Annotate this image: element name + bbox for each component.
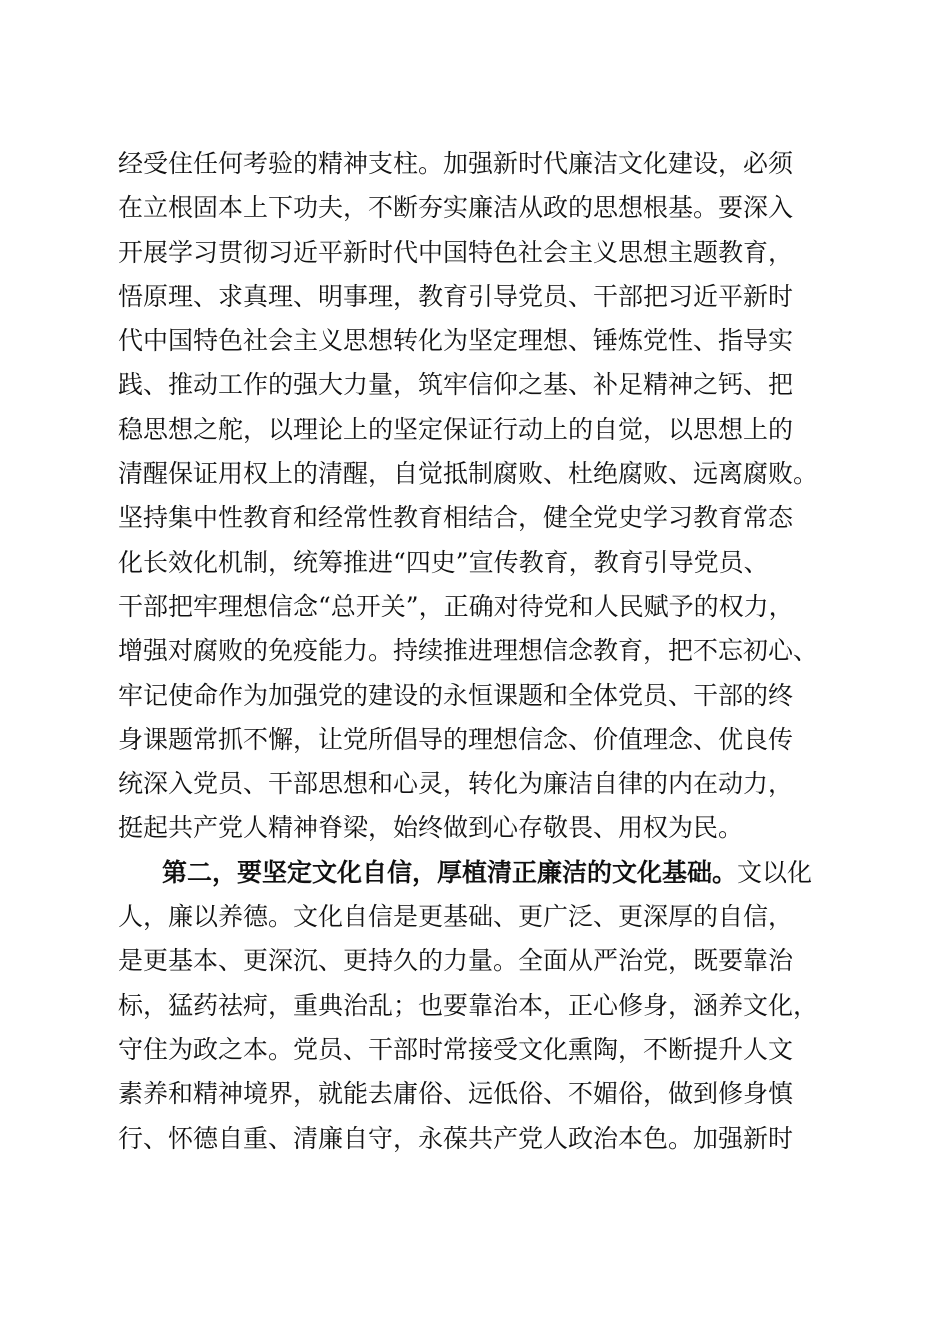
paragraph-1 xyxy=(118,142,858,851)
text-line: 行、怀德自重、清廉自守，永葆共产党人政治本色。加强新时 xyxy=(118,1123,794,1153)
text-line: 清醒保证用权上的清醒，自觉抵制腐败、杜绝腐败、远离腐败。 xyxy=(118,459,819,489)
text-line: 守住为政之本。党员、干部时常接受文化熏陶，不断提升人文 xyxy=(118,1034,794,1064)
text-line: 挺起共产党人精神脊梁，始终做到心存敬畏、用权为民。 xyxy=(118,813,744,843)
text-line: 化长效化机制，统筹推进“四史”宣传教育，教育引导党员、 xyxy=(118,547,769,577)
text-line: 人，廉以养德。文化自信是更基础、更广泛、更深厚的自信， xyxy=(118,902,794,932)
text-line: 统深入党员、干部思想和心灵，转化为廉洁自律的内在动力， xyxy=(118,769,794,799)
text-line: 标，猛药祛疴，重典治乱；也要靠治本，正心修身，涵养文化， xyxy=(118,990,819,1020)
text-span: 文以化 xyxy=(737,857,813,887)
text-line: 素养和精神境界，就能去庸俗、远低俗、不媚俗，做到修身慎 xyxy=(118,1079,794,1109)
text-line: 干部把牢理想信念“总开关”，正确对待党和人民赋予的权力， xyxy=(118,591,794,621)
text-line: 悟原理、求真理、明事理，教育引导党员、干部把习近平新时 xyxy=(118,281,794,311)
text-line: 践、推动工作的强大力量，筑牢信仰之基、补足精神之钙、把 xyxy=(118,370,794,400)
text-line: 增强对腐败的免疫能力。持续推进理想信念教育，把不忘初心、 xyxy=(118,636,819,666)
text-line: 坚持集中性教育和经常性教育相结合，健全党史学习教育常态 xyxy=(118,503,794,533)
text-line: 是更基本、更深沉、更持久的力量。全面从严治党，既要靠治 xyxy=(118,946,794,976)
text-line: 身课题常抓不懈，让党所倡导的理想信念、价值理念、优良传 xyxy=(118,724,794,754)
text-line: 稳思想之舵，以理论上的坚定保证行动上的自觉，以思想上的 xyxy=(118,414,794,444)
paragraph-2 xyxy=(118,851,858,1161)
text-line: 在立根固本上下功夫，不断夯实廉洁从政的思想根基。要深入 xyxy=(118,193,794,223)
section-heading: 第二，要坚定文化自信，厚植清正廉洁的文化基础。 xyxy=(162,857,738,887)
text-line: 代中国特色社会主义思想转化为坚定理想、锤炼党性、指导实 xyxy=(118,326,794,356)
paragraph-2-first-line xyxy=(118,851,858,895)
text-line: 开展学习贯彻习近平新时代中国特色社会主义思想主题教育， xyxy=(118,237,794,267)
text-line: 牢记使命作为加强党的建设的永恒课题和全体党员、干部的终 xyxy=(118,680,794,710)
body-text xyxy=(118,142,858,1161)
text-line: 经受住任何考验的精神支柱。加强新时代廉洁文化建设，必须 xyxy=(118,149,794,178)
